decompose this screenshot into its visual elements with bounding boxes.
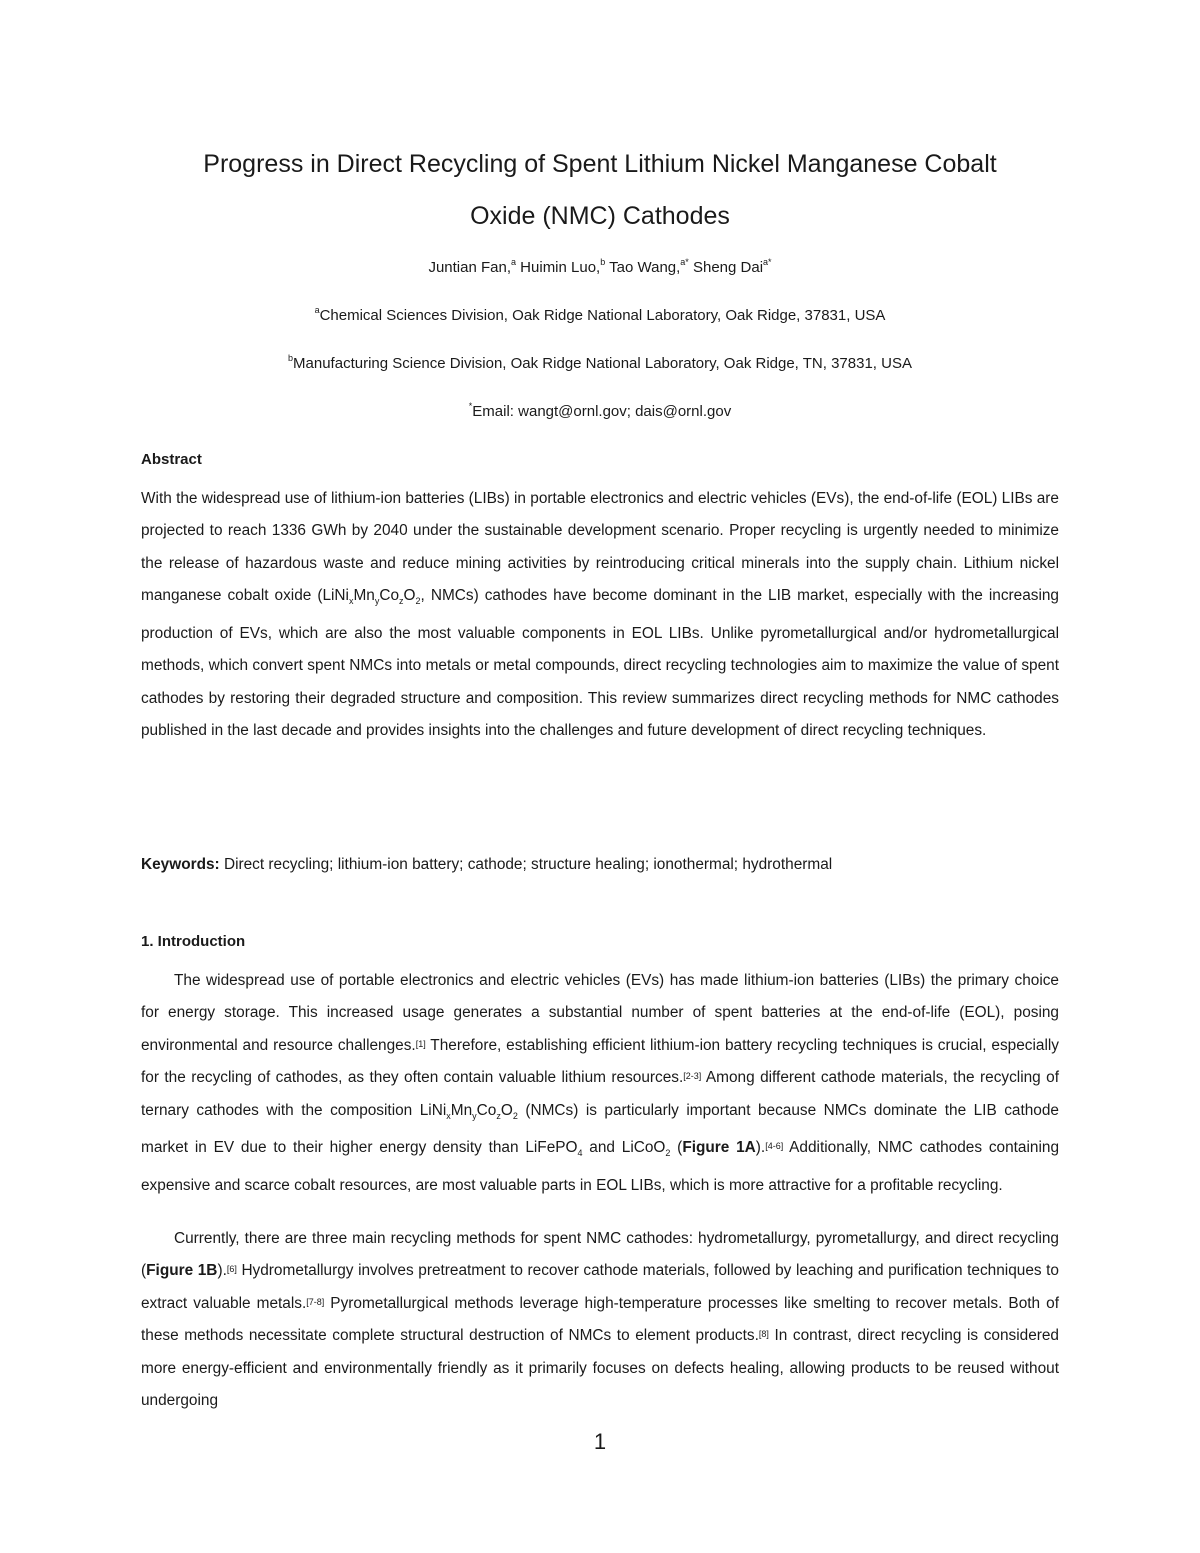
formula-part: Mn	[353, 587, 375, 605]
body-text: ).	[755, 1139, 766, 1157]
abstract-sentence: , NMCs) cathodes have become dominant in the LIB market, especially with the increasing production of EVs, which are also the most valuable components in EOL LIBs. Unlike pyrometallurgical and/or hydrometallurgical methods, which convert spent NMCs into metals or metal compounds, direct recycling technologies aim to maximize the value of spent cathodes by restoring their degraded structure and composition. This review summarizes direct recycling methods for NMC cathodes published in the last decade and provides insights into the challenges and future development of direct recycling techniques.	[141, 587, 1059, 739]
body-text: Additionally, NMC cathodes containing expensive and scarce cobalt resources, are most valuable parts in EOL LIBs, which is more attractive for a profitable recycling.	[141, 1139, 1060, 1194]
body-text: Among different cathode materials, the recycling of ternary cathodes with the composition LiNi	[141, 1069, 1060, 1119]
author-name: Sheng Dai	[688, 259, 764, 276]
citation: [2-3]	[683, 1071, 702, 1082]
body-text: Pyrometallurgical methods leverage high-temperature processes like smelting to recover metals. Both of these methods necessitate complete structural destruction of NMCs to element products.	[141, 1294, 1059, 1345]
author-affiliation-mark: a*	[763, 257, 772, 267]
citation: [6]	[226, 1264, 237, 1275]
author-list	[140, 259, 1060, 276]
body-text: Mn	[450, 1101, 473, 1119]
author-name: Huimin Luo,	[516, 259, 601, 276]
corresponding-mark: *	[468, 401, 473, 411]
formula-subscript: x	[446, 1110, 451, 1121]
corresponding-email	[140, 403, 1060, 420]
affiliation-a	[140, 307, 1060, 324]
formula-subscript: 4	[577, 1148, 583, 1159]
citation: [1]	[415, 1038, 426, 1049]
formula-subscript: 2	[415, 596, 421, 607]
body-text: The widespread use of portable electronics and electric vehicles (EVs) has made lithium-ion batteries (LIBs) the primary choice for energy storage. This increased usage generates a substantial number of spent batteries at the end-of-life (EOL), posing environmental and resource challenges.	[141, 972, 1059, 1054]
formula-subscript: x	[348, 596, 354, 607]
abstract-heading: Abstract	[141, 451, 202, 468]
formula-subscript: y	[374, 596, 380, 607]
affiliation-mark: a	[314, 305, 320, 315]
body-text: In contrast, direct recycling is considered more energy-efficient and environmentally friendly as it primarily focuses on defects healing, allowing products to be reused without undergoing	[141, 1327, 1059, 1410]
body-text: Co	[476, 1101, 497, 1119]
body-text: Currently, there are three main recycling methods for spent NMC cathodes: hydrometallurgy, pyrometallurgy, and direct recycling (	[141, 1230, 1059, 1280]
formula-part: Co	[379, 587, 400, 605]
introduction-paragraph-1	[141, 965, 1059, 1202]
body-text: (NMCs) is particularly important because NMCs dominate the LIB cathode market in EV due to their higher energy density than LiFePO	[141, 1101, 1059, 1157]
keywords-text: Direct recycling; lithium-ion battery; cathode; structure healing; ionothermal; hydrothermal	[219, 856, 833, 873]
introduction-heading: 1. Introduction	[141, 933, 246, 950]
citation: [8]	[758, 1329, 769, 1340]
title-line-1: Progress in Direct Recycling of Spent Lithium Nickel Manganese Cobalt	[203, 150, 997, 178]
affiliation-text: Manufacturing Science Division, Oak Ridge National Laboratory, Oak Ridge, TN, 37831, USA	[293, 355, 912, 372]
body-text: Hydrometallurgy involves pretreatment to recover cathode materials, followed by leaching and purification techniques to extract valuable metals.	[141, 1262, 1059, 1312]
figure-reference: Figure 1A	[682, 1139, 756, 1157]
title-line-2: Oxide (NMC) Cathodes	[470, 202, 730, 230]
keywords	[141, 856, 1059, 874]
author-affiliation-mark: a	[511, 257, 517, 267]
affiliation-text: Chemical Sciences Division, Oak Ridge National Laboratory, Oak Ridge, 37831, USA	[319, 307, 886, 324]
author-name: Juntian Fan,	[428, 259, 511, 276]
keywords-label: Keywords:	[141, 856, 220, 873]
abstract-text	[141, 483, 1059, 747]
email-text: Email: wangt@ornl.gov; dais@ornl.gov	[472, 403, 732, 420]
author-affiliation-mark: a*	[680, 257, 689, 267]
citation: [4-6]	[765, 1141, 784, 1152]
formula-subscript: z	[496, 1110, 501, 1121]
author-affiliation-mark: b	[600, 257, 606, 267]
introduction-paragraph-2	[141, 1223, 1059, 1417]
body-text: (	[670, 1139, 683, 1157]
body-text: Therefore, establishing efficient lithium-ion battery recycling techniques is crucial, especially for the recycling of cathodes, as they often contain valuable lithium resources.	[141, 1036, 1059, 1087]
body-text: ).	[217, 1262, 227, 1280]
abstract-sentence: With the widespread use of lithium-ion batteries (LIBs) in portable electronics and electric vehicles (EVs), the end-of-life (EOL) LIBs are projected to reach 1336 GWh by 2040 under the sustainable development scenario. Proper recycling is urgently needed to minimize the release of hazardous waste and reduce mining activities by reintroducing critical minerals into the supply chain. Lithium nickel manganese cobalt oxide (	[141, 490, 1059, 605]
formula-subscript: y	[472, 1110, 477, 1121]
affiliation-b	[140, 355, 1060, 372]
formula-part: O	[403, 587, 416, 605]
body-text: O	[500, 1101, 513, 1119]
author-name: Tao Wang,	[605, 259, 681, 276]
affiliation-mark: b	[288, 353, 294, 363]
citation: [7-8]	[306, 1296, 325, 1307]
figure-reference: Figure 1B	[146, 1262, 218, 1280]
body-text: and LiCoO	[582, 1139, 666, 1157]
formula-subscript: 2	[665, 1148, 671, 1159]
formula-subscript: z	[399, 596, 404, 607]
page-number: 1	[593, 1429, 607, 1454]
formula-part: LiNi	[322, 587, 349, 605]
paper-title	[140, 138, 1060, 242]
formula-subscript: 2	[512, 1110, 518, 1121]
